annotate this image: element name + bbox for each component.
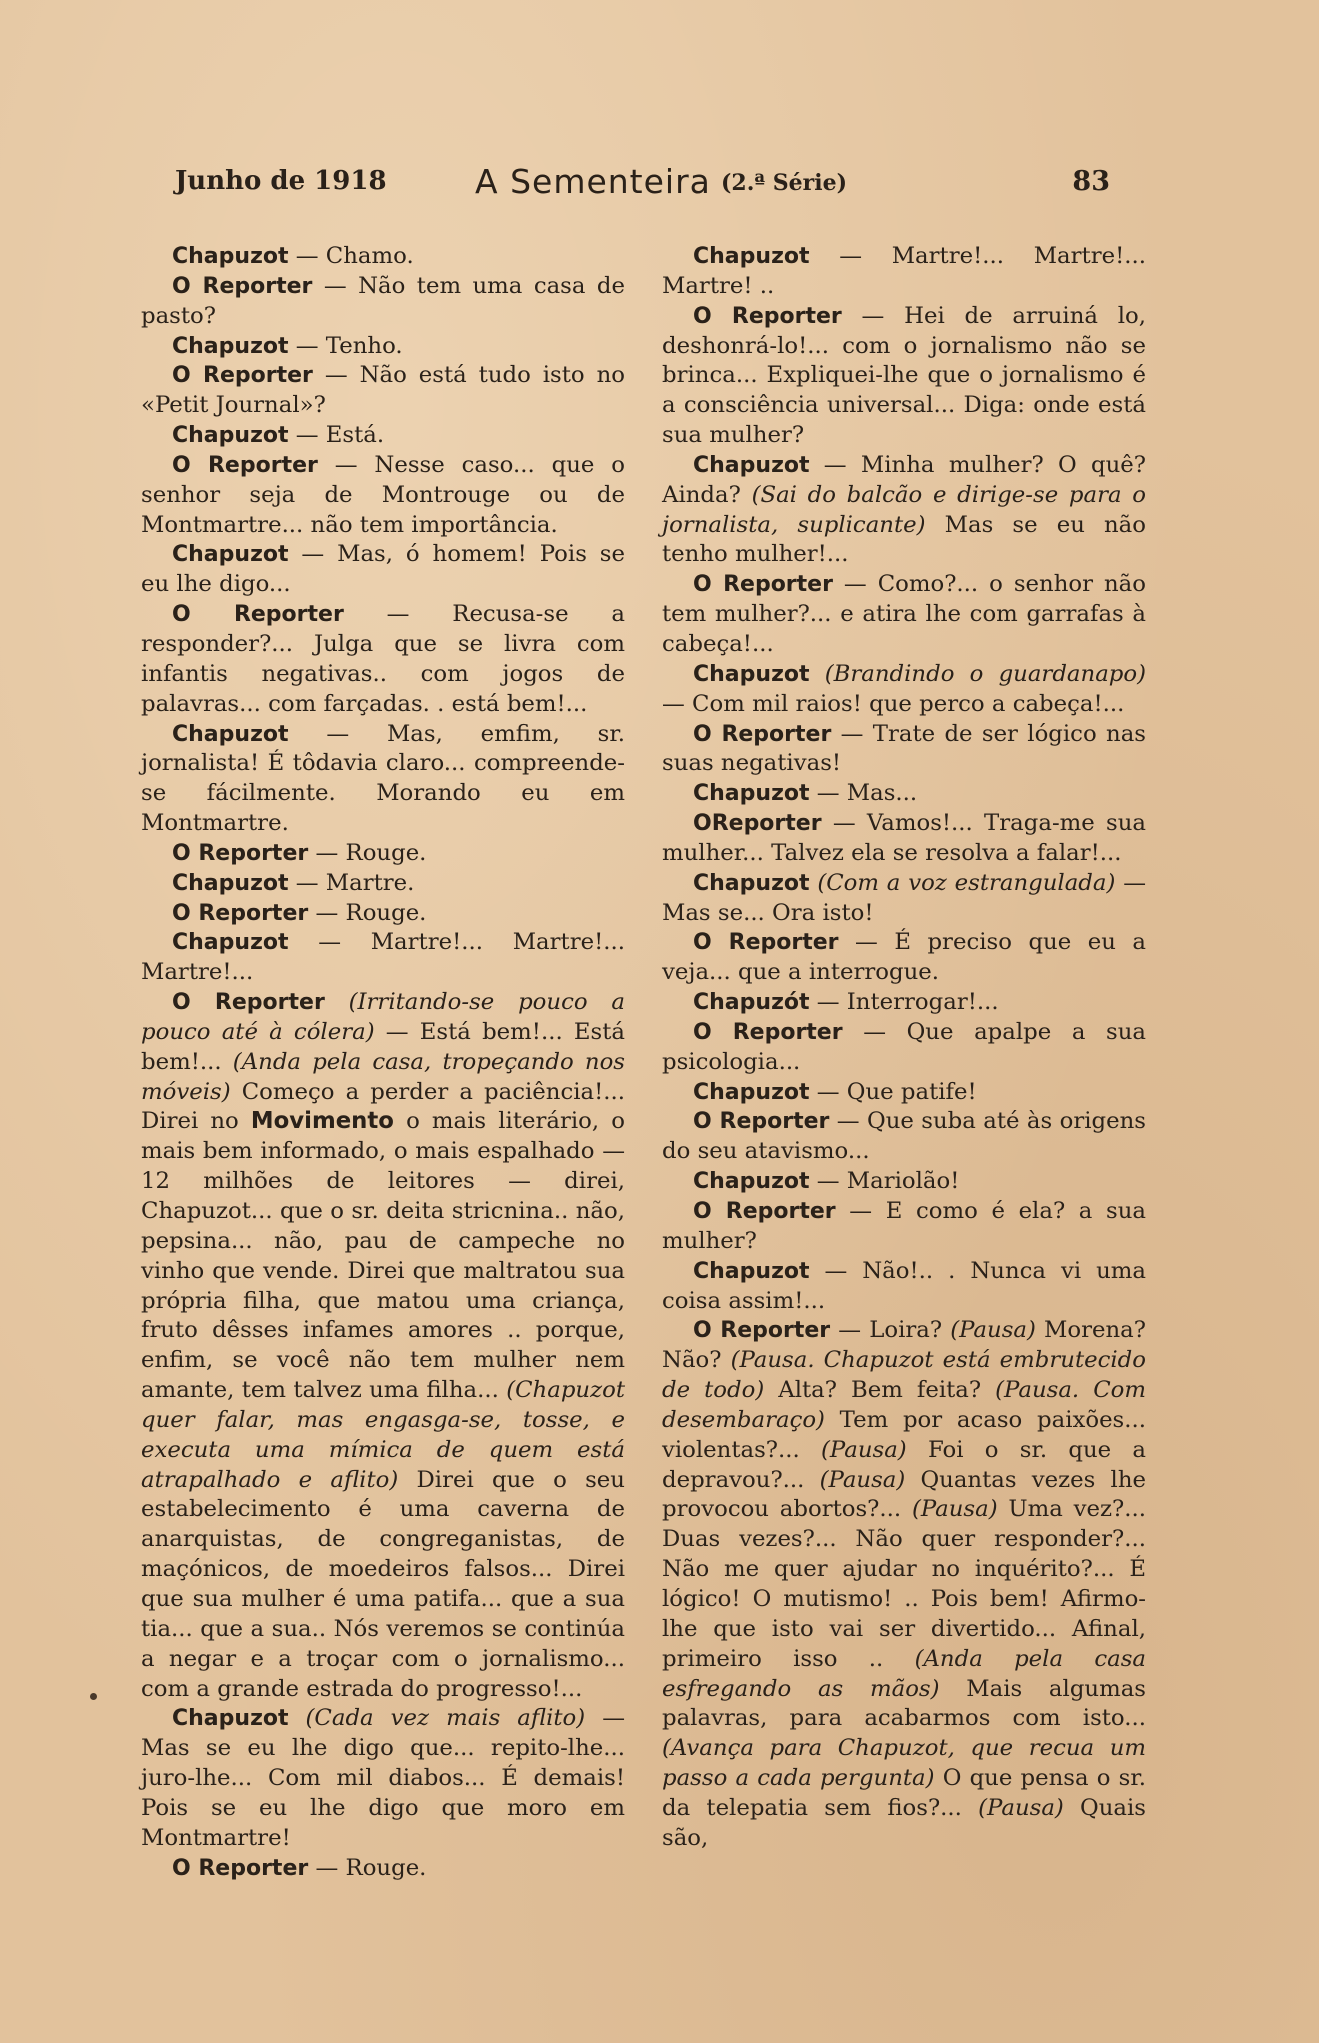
dialogue-paragraph (662, 928, 1146, 988)
dialogue-paragraph (141, 361, 625, 421)
dialogue-paragraph (141, 421, 625, 451)
dialogue-text: — Interrogar!... (809, 989, 999, 1016)
dialogue-text: — E como é ela? a sua mulher? (662, 1198, 1146, 1254)
stage-direction: (Pausa) (819, 1466, 906, 1493)
dialogue-text: — Que suba até às origens do seu atavismo... (662, 1108, 1146, 1165)
dialogue-paragraph (141, 839, 625, 869)
speaker-name: Chapuzot (693, 452, 810, 478)
stage-direction: (Pausa) (821, 1436, 907, 1463)
header-date: Junho de 1918 (175, 166, 387, 196)
dialogue-text: — É preciso que eu a veja... que a interrogue. (662, 929, 1146, 986)
stage-direction: (Cada vez mais aflito) (305, 1705, 586, 1732)
speaker-name: Chapuzot (172, 870, 289, 896)
dialogue-text: — Trate de ser lógico nas suas negativas! (662, 720, 1146, 777)
journal-title: A Sementeira (475, 162, 711, 201)
dialogue-text: Morena? Não? (662, 1317, 1146, 1374)
speaker-name: Chapuzot (172, 423, 289, 449)
stage-direction: (Sai do balcão e dirige-se para o jornalista, suplicante) (662, 481, 1146, 538)
dialogue-text: — Martre!... Martre!... Martre! .. (662, 243, 1146, 299)
dialogue-text: — Rouge. (308, 1854, 427, 1881)
stage-direction: (Pausa) (978, 1794, 1064, 1821)
dialogue-paragraph (662, 1197, 1146, 1257)
dialogue-text: — Que patife! (809, 1078, 977, 1105)
dialogue-paragraph (662, 302, 1146, 451)
dialogue-text: — Com mil raios! que perco a cabeça!... (662, 690, 1125, 717)
dialogue-paragraph (662, 570, 1146, 660)
speaker-name: Chapuzót (693, 990, 810, 1016)
stage-direction: (Avança para Chapuzot, que recua um passo a cada pergunta) (662, 1735, 1146, 1792)
dialogue-paragraph (662, 779, 1146, 809)
dialogue-paragraph (662, 720, 1146, 780)
stage-direction: (Pausa) (911, 1496, 998, 1523)
dialogue-text: Quais são, (662, 1794, 1147, 1851)
speaker-name: O Reporter (172, 452, 318, 478)
speaker-name: Chapuzot (693, 781, 810, 807)
stage-direction: (Anda pela casa, tropeçando nos móveis) (141, 1048, 625, 1105)
speaker-name: O Reporter (693, 1109, 830, 1135)
stage-direction: (Chapuzot quer falar, mas engasga-se, tosse, e executa uma mímica de quem está atrapalhado e aflito) (141, 1377, 625, 1493)
speaker-name: O Reporter (172, 840, 309, 866)
speaker-name: Chapuzot (693, 1079, 810, 1105)
speaker-name: O Reporter (172, 602, 344, 628)
ink-spot (90, 1693, 97, 1700)
dialogue-paragraph (141, 928, 625, 988)
dialogue-paragraph (662, 1078, 1146, 1108)
dialogue-text: Mais algumas palavras, para acabarmos com isto... (662, 1675, 1146, 1732)
speaker-name: O Reporter (693, 930, 839, 956)
dialogue-paragraph (662, 1167, 1146, 1197)
speaker-name: O Reporter (693, 721, 832, 747)
stage-direction: (Pausa. Com desembaraço) (662, 1377, 1146, 1433)
dialogue-text: — Está. (288, 422, 385, 449)
dialogue-text: — Está bem!... Está bem!... (141, 1018, 625, 1075)
dialogue-text: — Mas, ó homem! Pois se eu lhe digo... (141, 541, 625, 598)
speaker-name: O Reporter (693, 572, 833, 598)
dialogue-paragraph (141, 869, 625, 899)
dialogue-text: Mas se eu não tenho mulher!... (662, 511, 1146, 568)
speaker-name: Chapuzot (172, 542, 289, 568)
stage-direction: (Pausa) (950, 1317, 1036, 1344)
speaker-name: O Reporter (693, 303, 842, 329)
dialogue-text: — Hei de arruiná lo, deshonrá-lo!... com o jornalismo não se brinca... Expliquei-lhe que o jornalismo é a consciência universal... Diga: onde está sua mulher? (662, 302, 1146, 449)
dialogue-text: Direi que o seu estabelecimento é uma caverna de anarquistas, de congreganistas, de maçónicos, de moedeiros falsos... Direi que sua mulher é uma patifa... que a sua tia... que a sua.. Nós veremos se continúa a negar e a troçar com o jornalismo... com a grande estrada do progresso!... (141, 1466, 625, 1702)
dialogue-text: Uma vez?... Duas vezes?... Não quer responder?... Não me quer ajudar no inquérito?... É lógico! O mutismo! .. Pois bem! Afirmo-lhe que isto vai ser divertido... Afinal, primeiro isso .. (662, 1496, 1146, 1672)
dialogue-text: — Não está tudo isto no «Petit Journal»? (141, 362, 625, 419)
dialogue-paragraph (662, 660, 1146, 720)
dialogue-paragraph (662, 451, 1146, 570)
dialogue-text: — Loira? (830, 1317, 951, 1344)
dialogue-text: Quantas vezes lhe provocou abortos?... (662, 1466, 1146, 1523)
dialogue-text: — Recusa-se a responder?... Julga que se livra com infantis negativas.. com jogos de palavras... com farçadas. . está bem!... (141, 601, 625, 717)
dialogue-text: — Rouge. (308, 839, 427, 866)
dialogue-text: — Mariolão! (809, 1168, 960, 1195)
stage-direction: (Brandindo o guardanapo) (824, 660, 1146, 687)
dialogue-text: Foi o sr. que a depravou?... (662, 1436, 1146, 1493)
dialogue-text: — Como?... o senhor não tem mulher?... e atira lhe com garrafas à cabeça!... (662, 571, 1146, 657)
dialogue-text: Começo a perder a paciência!... Direi no (141, 1078, 625, 1135)
dialogue-text: — Tenho. (288, 332, 403, 359)
dialogue-paragraph (141, 899, 625, 929)
speaker-name: Chapuzot (172, 333, 289, 359)
dialogue-text: — Mas se eu lhe digo que... repito-lhe... juro-lhe... Com mil diabos... É demais! Pois se eu lhe digo que moro em Montmartre! (141, 1705, 625, 1851)
dialogue-text: — Mas... (809, 780, 918, 807)
speaker-name: O Reporter (693, 1199, 836, 1224)
speaker-name: Chapuzot (693, 1258, 810, 1284)
speaker-name: Chapuzot (693, 870, 810, 896)
dialogue-text: — Nesse caso... que o senhor seja de Montrouge ou de Montmartre... não tem importância. (141, 451, 625, 538)
dialogue-text (810, 661, 825, 687)
dialogue-paragraph (141, 242, 625, 272)
speaker-name: Chapuzot (172, 1706, 289, 1732)
dialogue-paragraph (141, 540, 625, 600)
dialogue-paragraph (662, 1257, 1146, 1317)
speaker-name: Chapuzot (693, 1169, 810, 1195)
stage-direction: (Anda pela casa esfregando as mãos) (662, 1645, 1146, 1702)
dialogue-paragraph (141, 272, 625, 332)
dialogue-text (289, 1705, 306, 1731)
right-column (662, 242, 1146, 1854)
page-number: 83 (1072, 166, 1110, 197)
dialogue-text: — Martre!... Martre!... Martre!... (141, 929, 625, 986)
dialogue-paragraph (141, 332, 625, 362)
speaker-name: O Reporter (172, 900, 309, 926)
dialogue-paragraph (662, 809, 1146, 869)
dialogue-text: Alta? Bem feita? (764, 1377, 996, 1404)
speaker-name: O Reporter (172, 273, 313, 299)
dialogue-text: — Não!.. . Nunca vi uma coisa assim!... (662, 1257, 1146, 1314)
dialogue-text: — Vamos!... Traga-me sua mulher... Talvez ela se resolva a falar!... (662, 810, 1146, 866)
speaker-name: Chapuzot (693, 244, 810, 269)
dialogue-paragraph (662, 988, 1146, 1018)
dialogue-paragraph (662, 1107, 1146, 1167)
dialogue-paragraph (141, 1854, 625, 1884)
dialogue-paragraph (141, 720, 625, 839)
dialogue-text: — Que apalpe a sua psicologia... (662, 1018, 1146, 1075)
dialogue-text: — Não tem uma casa de pasto? (141, 272, 625, 329)
series-label: (2.ª Série) (721, 170, 847, 196)
speaker-name: Chapuzot (172, 244, 289, 269)
stage-direction: (Com a voz estrangulada) (817, 869, 1116, 896)
dialogue-text: Tem por acaso paixões... violentas?... (662, 1406, 1146, 1463)
dialogue-text: — Minha mulher? O quê? Ainda? (662, 451, 1146, 508)
speaker-name: O Reporter (172, 363, 313, 389)
dialogue-paragraph (662, 242, 1146, 302)
dialogue-text: o mais literário, o mais bem informado, o mais espalhado — 12 milhões de leitores — direi, Chapuzot... que o sr. deita stricnina.. não, pepsina... não, pau de campeche no vinho que vende. Direi que maltratou sua própria filha, que matou uma criança, fruto dêsses infames amores .. porque, enfim, se você não tem mulher nem amante, tem talvez uma filha... (141, 1108, 625, 1404)
dialogue-paragraph (141, 451, 625, 541)
dialogue-text: — Mas se... Ora isto! (662, 869, 1146, 926)
dialogue-text: — Mas, emfim, sr. jornalista! É tôdavia claro... compreende-se fácilmente. Morando eu em Montmartre. (141, 720, 625, 837)
dialogue-paragraph (662, 869, 1146, 929)
speaker-name: O Reporter (693, 1318, 831, 1344)
speaker-name: OReporter (693, 811, 822, 837)
dialogue-paragraph (141, 988, 625, 1704)
running-header (175, 162, 1110, 202)
dialogue-text: — Chamo. (288, 243, 414, 269)
speaker-name: Chapuzot (172, 721, 289, 747)
speaker-name: O Reporter (172, 1855, 309, 1881)
speaker-name: Chapuzot (172, 930, 289, 956)
dialogue-paragraph (141, 1704, 625, 1853)
speaker-name: Chapuzot (693, 661, 810, 687)
speaker-name: O Reporter (693, 1019, 843, 1045)
emphasis-text: Movimento (250, 1108, 394, 1135)
stage-direction: (Pausa. Chapuzot está embrutecido de todo) (662, 1347, 1146, 1404)
dialogue-paragraph (662, 1018, 1146, 1078)
dialogue-text: — Martre. (288, 869, 415, 896)
speaker-name: O Reporter (172, 990, 325, 1016)
dialogue-text (325, 989, 349, 1015)
dialogue-paragraph (662, 1316, 1146, 1853)
dialogue-text: O que pensa o sr. da telepatia sem fios?... (662, 1765, 1146, 1821)
stage-direction: (Irritando-se pouco a pouco até à cólera) (141, 989, 625, 1045)
left-column (141, 242, 625, 1883)
dialogue-text: — Rouge. (308, 899, 427, 926)
dialogue-paragraph (141, 600, 625, 719)
